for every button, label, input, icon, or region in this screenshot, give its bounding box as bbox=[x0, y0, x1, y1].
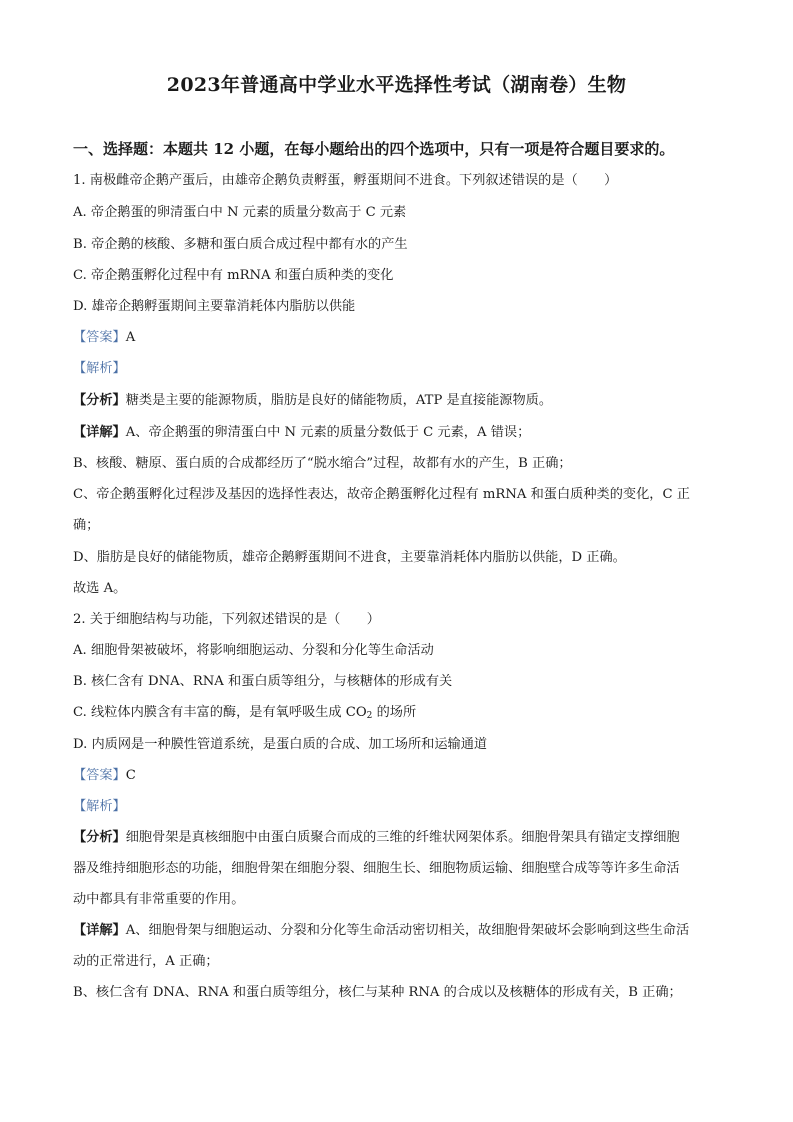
question-1-option-c: C. 帝企鹅蛋孵化过程中有 mRNA 和蛋白质种类的变化 bbox=[73, 268, 394, 283]
question-1-xiangjie bbox=[73, 424, 530, 442]
subscript: 2 bbox=[366, 711, 373, 721]
xiangjie-label: 【详解】 bbox=[73, 425, 126, 440]
fenxi-text: 糖类是主要的能源物质，脂肪是良好的储能物质，ATP 是直接能源物质。 bbox=[125, 393, 553, 408]
question-1-answer bbox=[73, 329, 135, 347]
question-1-option-a: A. 帝企鹅蛋的卵清蛋白中 N 元素的质量分数高于 C 元素 bbox=[73, 205, 407, 220]
answer-label: 【答案】 bbox=[73, 330, 126, 345]
question-2-option-b: B. 核仁含有 DNA、RNA 和蛋白质等组分，与核糖体的形成有关 bbox=[73, 674, 453, 689]
xiangjie-label: 【详解】 bbox=[73, 923, 126, 938]
question-2-fenxi-line: 动中都具有非常重要的作用。 bbox=[73, 892, 245, 907]
question-1-xiangjie-line: C、帝企鹅蛋孵化过程涉及基因的选择性表达，故帝企鹅蛋孵化过程有 mRNA 和蛋白质种类的变化，C 正 bbox=[73, 487, 690, 502]
fenxi-label: 【分析】 bbox=[73, 393, 126, 408]
question-2-option-d: D. 内质网是一种膜性管道系统，是蛋白质的合成、加工场所和运输通道 bbox=[73, 737, 488, 752]
question-2-xiangjie-line: 动的正常进行，A 正确； bbox=[73, 954, 219, 969]
page-title: 2023年普通高中学业水平选择性考试（湖南卷）生物 bbox=[166, 74, 627, 96]
question-2-fenxi bbox=[73, 829, 680, 847]
question-2-xiangjie bbox=[73, 922, 689, 940]
option-c-text: C. 线粒体内膜含有丰富的酶，是有氧呼吸生成 CO bbox=[73, 705, 367, 720]
question-1-xiangjie-line: 确； bbox=[73, 518, 100, 533]
answer-label: 【答案】 bbox=[73, 768, 126, 783]
question-1-analysis-label: 【解析】 bbox=[73, 361, 126, 376]
question-2-fenxi-line: 器及维持细胞形态的功能，细胞骨架在细胞分裂、细胞生长、细胞物质运输、细胞壁合成等等许多生命活 bbox=[73, 861, 680, 876]
question-2-option-a: A. 细胞骨架被破坏，将影响细胞运动、分裂和分化等生命活动 bbox=[73, 643, 434, 658]
xiangjie-text: A、细胞骨架与细胞运动、分裂和分化等生命活动密切相关，故细胞骨架破坏会影响到这些生命活 bbox=[125, 923, 690, 938]
option-c-tail: 的场所 bbox=[372, 705, 417, 720]
question-2-analysis-label: 【解析】 bbox=[73, 799, 126, 814]
question-1-stem: 1. 南极雌帝企鹅产蛋后，由雄帝企鹅负责孵蛋，孵蛋期间不进食。下列叙述错误的是（ ） bbox=[73, 173, 618, 188]
question-2-xiangjie-line: B、核仁含有 DNA、RNA 和蛋白质等组分，核仁与某种 RNA 的合成以及核糖体的形成有关，B 正确； bbox=[73, 985, 682, 1000]
question-2-answer bbox=[73, 767, 136, 785]
question-1-conclusion: 故选 A。 bbox=[73, 581, 127, 596]
fenxi-label: 【分析】 bbox=[73, 830, 126, 845]
fenxi-text: 细胞骨架是真核细胞中由蛋白质聚合而成的三维的纤维状网架体系。细胞骨架具有锚定支撑细胞 bbox=[125, 830, 680, 845]
question-1-xiangjie-line: D、脂肪是良好的储能物质，雄帝企鹅孵蛋期间不进食，主要靠消耗体内脂肪以供能，D 正确。 bbox=[73, 550, 626, 565]
xiangjie-text: A、帝企鹅蛋的卵清蛋白中 N 元素的质量分数低于 C 元素，A 错误； bbox=[125, 425, 531, 440]
answer-value: A bbox=[125, 330, 136, 345]
question-1-option-d: D. 雄帝企鹅孵蛋期间主要靠消耗体内脂肪以供能 bbox=[73, 299, 356, 314]
question-2-stem: 2. 关于细胞结构与功能，下列叙述错误的是（ ） bbox=[73, 612, 380, 627]
question-2-option-c bbox=[73, 704, 416, 725]
question-1-fenxi bbox=[73, 392, 552, 410]
answer-value: C bbox=[125, 768, 136, 783]
question-1-option-b: B. 帝企鹅的核酸、多糖和蛋白质合成过程中都有水的产生 bbox=[73, 237, 408, 252]
section-heading: 一、选择题：本题共 12 小题，在每小题给出的四个选项中，只有一项是符合题目要求的。 bbox=[73, 140, 675, 158]
question-1-xiangjie-line: B、核酸、糖原、蛋白质的合成都经历了“脱水缩合”过程，故都有水的产生，B 正确； bbox=[73, 456, 572, 471]
